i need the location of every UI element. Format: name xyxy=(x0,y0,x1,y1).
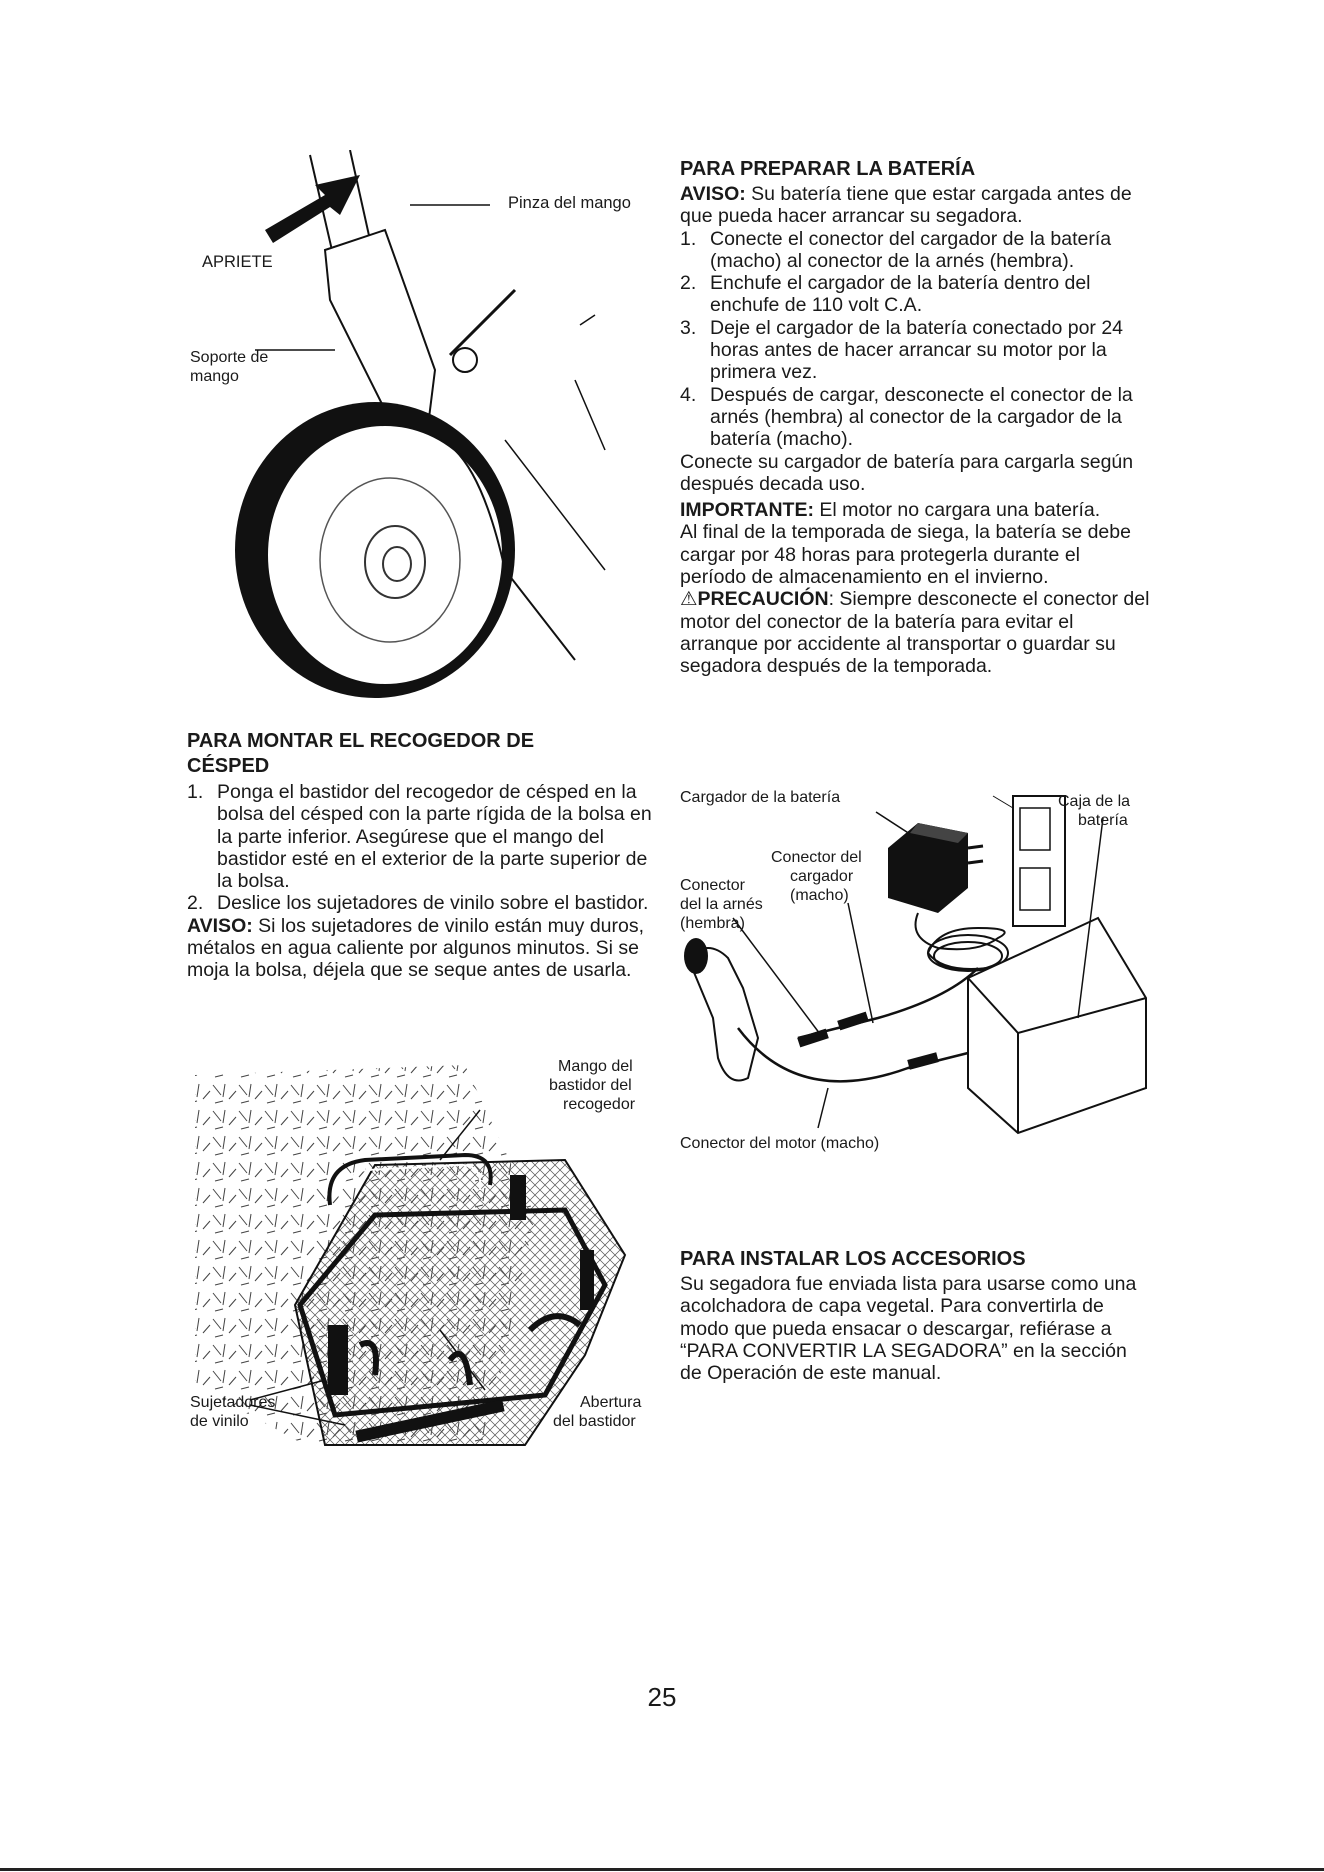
label-mango-bastidor-line1: Mango del xyxy=(558,1058,633,1075)
label-conector-arnes-line2: del la arnés xyxy=(680,896,763,913)
montar-steps-list xyxy=(187,781,652,915)
step-text: Ponga el bastidor del recogedor de césped en la bolsa del césped con la parte rígida de la bolsa en la parte inferior. Asegúrese que el mango del bastidor esté en el exterior de la parte superior de la bolsa. xyxy=(217,781,652,893)
battery-charger-illustration xyxy=(678,788,1150,1168)
list-item xyxy=(680,384,1150,451)
step-text: Deje el cargador de la batería conectado por 24 horas antes de hacer arrancar su motor por la primera vez. xyxy=(710,316,1124,384)
importante-label: IMPORTANTE: xyxy=(680,499,814,522)
importante-text: El motor no cargara una batería. xyxy=(813,499,1101,522)
list-item xyxy=(187,892,652,914)
label-conector-cargador-line2: cargador xyxy=(790,868,854,885)
step-number: 2. xyxy=(680,272,697,295)
list-item xyxy=(680,228,1150,273)
label-apriete: APRIETE xyxy=(202,253,273,271)
aviso-bateria-paragraph xyxy=(680,183,1150,228)
label-sujetadores-line1: Sujetadores xyxy=(190,1394,276,1411)
importante-paragraph xyxy=(680,499,1150,521)
step-number: 1. xyxy=(187,781,204,803)
step-number: 4. xyxy=(680,383,697,406)
step-number: 2. xyxy=(187,892,204,915)
aviso-paragraph xyxy=(187,915,652,982)
warning-triangle-icon: ⚠ xyxy=(680,588,698,611)
list-item xyxy=(187,781,652,892)
label-soporte-line1: Soporte de xyxy=(190,349,269,366)
bottom-rule xyxy=(0,1868,1324,1871)
aviso-label: AVISO: xyxy=(187,914,253,937)
handle-clip-illustration xyxy=(185,150,655,710)
heading-instalar-accesorios: PARA INSTALAR LOS ACCESORIOS xyxy=(680,1248,1026,1270)
label-mango-bastidor-line3: recogedor xyxy=(563,1096,636,1113)
bateria-steps-list xyxy=(680,228,1150,451)
label-mango-bastidor-line2: bastidor del xyxy=(549,1077,632,1094)
left-text-block xyxy=(187,730,652,982)
label-sujetadores-line2: de vinilo xyxy=(190,1413,249,1430)
label-conector-arnes-line3: (hembra) xyxy=(680,915,745,932)
step-text: Deslice los sujetadores de vinilo sobre el bastidor. xyxy=(217,892,649,915)
label-pinza-del-mango: Pinza del mango xyxy=(508,194,631,212)
handle-clip-figure xyxy=(185,150,655,710)
label-soporte-line2: mango xyxy=(190,368,239,385)
step-text: Después de cargar, desconecte el conector de la arnés (hembra) al conector de la cargador de la batería (macho). xyxy=(710,383,1133,451)
heading-montar-recogedor-line1: PARA MONTAR EL RECOGEDOR DE xyxy=(187,730,535,752)
label-cargador-bateria: Cargador de la batería xyxy=(680,789,841,806)
label-conector-cargador-line1: Conector del xyxy=(771,849,862,866)
label-conector-motor: Conector del motor (macho) xyxy=(680,1135,880,1152)
heading-preparar-bateria: PARA PREPARAR LA BATERÍA xyxy=(680,158,976,180)
accesorios-paragraph: Su segadora fue enviada lista para usarse como una acolchadora de capa vegetal. Para convertirla de modo que pueda ensacar o descargar, refiérase a “PARA CONVERTIR LA SEGADORA” en la sección de Operación de este manual. xyxy=(680,1273,1137,1385)
label-abertura-line1: Abertura xyxy=(580,1394,642,1411)
right-text-block xyxy=(680,158,1150,678)
step-text: Conecte el conector del cargador de la batería (macho) al conector de la arnés (hembra). xyxy=(710,227,1112,272)
heading-montar-recogedor-line2: CÉSPED xyxy=(187,755,270,777)
aviso-label: AVISO: xyxy=(680,183,746,205)
list-item xyxy=(680,272,1150,317)
label-conector-arnes-line1: Conector xyxy=(680,877,745,894)
label-caja-bateria-line2: batería xyxy=(1078,812,1128,829)
aviso-text: Si los sujetadores de vinilo están muy duros, métalos en agua caliente por algunos minutos. Si se moja la bolsa, déjela que se seque antes de usarla. xyxy=(187,914,645,982)
step-number: 3. xyxy=(680,316,697,339)
page-number: 25 xyxy=(647,1682,677,1712)
label-conector-cargador-line3: (macho) xyxy=(790,887,849,904)
label-abertura-line2: del bastidor xyxy=(553,1413,636,1430)
list-item xyxy=(680,317,1150,384)
precaucion-paragraph xyxy=(680,588,1150,677)
step-number: 1. xyxy=(680,227,697,250)
accesorios-block xyxy=(680,1248,1150,1384)
label-caja-bateria-line1: Caja de la xyxy=(1058,793,1131,810)
conecte-paragraph: Conecte su cargador de batería para cargarla según después decada uso. xyxy=(680,450,1134,495)
precaucion-text: : Siempre desconecte el conector del motor del conector de la batería para evitar el arranque por accidente al transportar o guardar su segadora después de la temporada. xyxy=(680,588,1150,678)
aviso-text: Su batería tiene que estar cargada antes de que pueda hacer arrancar su segadora. xyxy=(680,183,1132,228)
grass-bag-figure xyxy=(185,1055,655,1455)
final-temporada-paragraph: Al final de la temporada de siega, la batería se debe cargar por 48 horas para protegerla durante el período de almacenamiento en el invierno. xyxy=(680,521,1131,589)
battery-charger-figure xyxy=(678,788,1150,1168)
precaucion-label: PRECAUCIÓN xyxy=(697,588,829,611)
step-text: Enchufe el cargador de la batería dentro del enchufe de 110 volt C.A. xyxy=(710,272,1091,317)
